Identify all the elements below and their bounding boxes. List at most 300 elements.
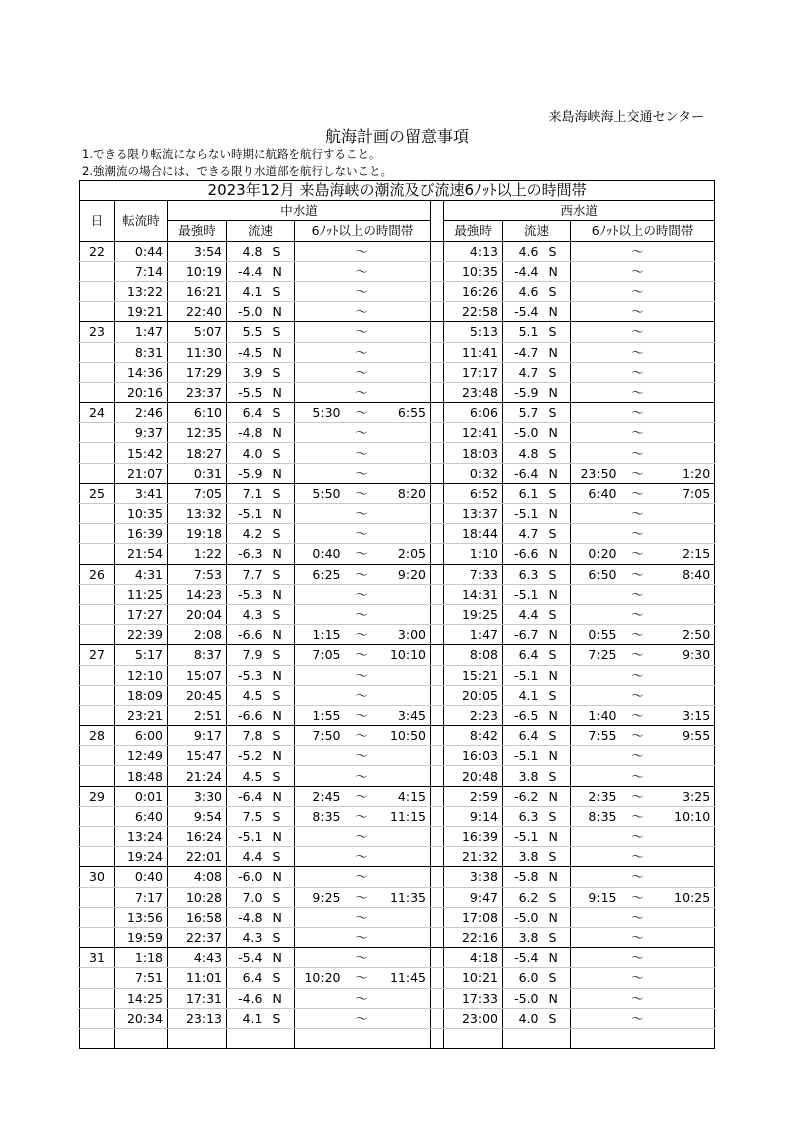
cell-w-to: 9:30 xyxy=(655,645,715,665)
cell-w-dir: S xyxy=(543,524,571,544)
gap-cell xyxy=(431,705,444,725)
cell-turn: 1:47 xyxy=(115,322,168,342)
cell-w-from xyxy=(571,746,621,766)
cell-n-dir: N xyxy=(267,382,295,402)
cell-w-from xyxy=(571,968,621,988)
cell-w-dir: N xyxy=(543,786,571,806)
col-header-nishi-six-knots: 6ﾉｯﾄ以上の時間帯 xyxy=(571,221,715,241)
table-row xyxy=(80,1008,715,1028)
cell-n-max: 12:35 xyxy=(168,423,227,443)
tilde-cell: ～ xyxy=(621,382,655,402)
cell-day xyxy=(80,887,115,907)
cell-w-max: 22:16 xyxy=(444,927,503,947)
empty-cell xyxy=(543,1028,571,1048)
cell-w-dir: S xyxy=(543,483,571,503)
table-row xyxy=(80,705,715,725)
table-row xyxy=(80,867,715,887)
table-body xyxy=(80,241,715,1049)
cell-w-dir: N xyxy=(543,504,571,524)
col-header-nishi-speed: 流速 xyxy=(503,221,571,241)
tilde-cell: ～ xyxy=(345,322,379,342)
cell-n-from xyxy=(295,827,345,847)
cell-n-to xyxy=(379,847,431,867)
cell-n-from xyxy=(295,988,345,1008)
cell-n-dir: S xyxy=(267,645,295,665)
tilde-cell: ～ xyxy=(345,564,379,584)
cell-turn: 12:10 xyxy=(115,665,168,685)
cell-turn: 7:14 xyxy=(115,261,168,281)
cell-w-from: 6:50 xyxy=(571,564,621,584)
cell-n-max: 2:08 xyxy=(168,625,227,645)
cell-w-max: 10:21 xyxy=(444,968,503,988)
cell-w-dir: S xyxy=(543,847,571,867)
cell-day xyxy=(80,362,115,382)
cell-w-dir: N xyxy=(543,544,571,564)
cell-w-max: 6:06 xyxy=(444,403,503,423)
tilde-cell: ～ xyxy=(621,968,655,988)
gap-cell xyxy=(431,281,444,301)
cell-n-from xyxy=(295,281,345,301)
cell-w-from: 0:20 xyxy=(571,544,621,564)
cell-day: 29 xyxy=(80,786,115,806)
cell-w-to xyxy=(655,302,715,322)
cell-n-spd: -5.3 xyxy=(227,584,267,604)
col-header-turn: 転流時 xyxy=(115,201,168,241)
cell-day xyxy=(80,766,115,786)
table-row xyxy=(80,645,715,665)
cell-day xyxy=(80,584,115,604)
cell-w-max: 16:03 xyxy=(444,746,503,766)
tilde-cell: ～ xyxy=(621,342,655,362)
cell-turn: 14:25 xyxy=(115,988,168,1008)
table-row xyxy=(80,806,715,826)
cell-w-spd: -5.8 xyxy=(503,867,543,887)
cell-w-max: 1:10 xyxy=(444,544,503,564)
cell-w-from xyxy=(571,665,621,685)
cell-day: 31 xyxy=(80,948,115,968)
cell-n-to xyxy=(379,665,431,685)
tilde-cell: ～ xyxy=(345,968,379,988)
cell-w-spd: -4.4 xyxy=(503,261,543,281)
cell-w-to xyxy=(655,766,715,786)
tilde-cell: ～ xyxy=(621,887,655,907)
table-row xyxy=(80,564,715,584)
cell-w-dir: S xyxy=(543,685,571,705)
tilde-cell: ～ xyxy=(621,281,655,301)
cell-w-spd: 5.7 xyxy=(503,403,543,423)
cell-w-max: 10:35 xyxy=(444,261,503,281)
cell-n-max: 18:27 xyxy=(168,443,227,463)
tilde-cell: ～ xyxy=(621,463,655,483)
cell-n-dir: N xyxy=(267,463,295,483)
cell-w-max: 5:13 xyxy=(444,322,503,342)
cell-n-to: 10:50 xyxy=(379,726,431,746)
cell-w-to xyxy=(655,665,715,685)
cell-n-spd: -6.0 xyxy=(227,867,267,887)
tilde-cell: ～ xyxy=(621,423,655,443)
tilde-cell: ～ xyxy=(621,625,655,645)
cell-n-from xyxy=(295,463,345,483)
tilde-cell: ～ xyxy=(621,988,655,1008)
cell-n-dir: S xyxy=(267,483,295,503)
gap-cell xyxy=(431,887,444,907)
cell-n-spd: -5.3 xyxy=(227,665,267,685)
cell-w-spd: -6.7 xyxy=(503,625,543,645)
cell-n-spd: 4.1 xyxy=(227,1008,267,1028)
cell-w-dir: N xyxy=(543,625,571,645)
cell-w-from xyxy=(571,504,621,524)
gap-cell xyxy=(431,907,444,927)
cell-n-to xyxy=(379,867,431,887)
cell-n-spd: 4.0 xyxy=(227,443,267,463)
cell-day xyxy=(80,806,115,826)
cell-w-max: 2:59 xyxy=(444,786,503,806)
cell-w-dir: S xyxy=(543,726,571,746)
cell-w-dir: N xyxy=(543,907,571,927)
note-2: 2.強潮流の場合には、できる限り水道部を航行しないこと。 xyxy=(82,164,392,178)
cell-turn: 17:27 xyxy=(115,604,168,624)
table-row-empty xyxy=(80,1028,715,1048)
cell-n-from xyxy=(295,746,345,766)
cell-w-to: 3:25 xyxy=(655,786,715,806)
cell-n-dir: S xyxy=(267,281,295,301)
cell-day xyxy=(80,988,115,1008)
cell-n-dir: N xyxy=(267,504,295,524)
cell-w-to: 2:50 xyxy=(655,625,715,645)
cell-w-to xyxy=(655,524,715,544)
cell-turn: 11:25 xyxy=(115,584,168,604)
tilde-cell: ～ xyxy=(621,645,655,665)
table-row xyxy=(80,887,715,907)
cell-w-max: 22:58 xyxy=(444,302,503,322)
cell-n-spd: -5.2 xyxy=(227,746,267,766)
cell-turn: 0:40 xyxy=(115,867,168,887)
table-row xyxy=(80,443,715,463)
cell-w-max: 17:33 xyxy=(444,988,503,1008)
tilde-cell: ～ xyxy=(621,665,655,685)
cell-w-spd: -6.2 xyxy=(503,786,543,806)
cell-w-to xyxy=(655,443,715,463)
table-row xyxy=(80,968,715,988)
cell-n-to xyxy=(379,604,431,624)
cell-w-from xyxy=(571,685,621,705)
tilde-cell: ～ xyxy=(621,322,655,342)
tilde-cell: ～ xyxy=(345,463,379,483)
tilde-cell: ～ xyxy=(345,362,379,382)
table-row xyxy=(80,948,715,968)
cell-w-from xyxy=(571,403,621,423)
cell-w-to xyxy=(655,362,715,382)
cell-n-from: 0:40 xyxy=(295,544,345,564)
cell-n-to: 4:15 xyxy=(379,786,431,806)
cell-w-spd: 4.6 xyxy=(503,241,543,261)
cell-w-spd: -6.6 xyxy=(503,544,543,564)
cell-w-from xyxy=(571,302,621,322)
cell-w-to xyxy=(655,322,715,342)
table-row xyxy=(80,261,715,281)
cell-w-spd: -5.0 xyxy=(503,423,543,443)
cell-w-dir: N xyxy=(543,988,571,1008)
cell-w-dir: N xyxy=(543,746,571,766)
cell-n-from: 8:35 xyxy=(295,806,345,826)
gap-cell xyxy=(431,322,444,342)
cell-n-max: 22:37 xyxy=(168,927,227,947)
cell-n-dir: S xyxy=(267,968,295,988)
cell-n-spd: 7.5 xyxy=(227,806,267,826)
cell-n-to: 11:35 xyxy=(379,887,431,907)
tilde-cell: ～ xyxy=(345,584,379,604)
cell-day: 23 xyxy=(80,322,115,342)
cell-n-max: 14:23 xyxy=(168,584,227,604)
cell-n-max: 9:17 xyxy=(168,726,227,746)
cell-n-max: 1:22 xyxy=(168,544,227,564)
tilde-cell: ～ xyxy=(621,847,655,867)
cell-w-from xyxy=(571,382,621,402)
cell-w-max: 20:48 xyxy=(444,766,503,786)
cell-w-from: 7:25 xyxy=(571,645,621,665)
cell-day xyxy=(80,423,115,443)
cell-n-from xyxy=(295,342,345,362)
cell-n-max: 10:28 xyxy=(168,887,227,907)
tilde-cell: ～ xyxy=(621,504,655,524)
cell-w-dir: S xyxy=(543,241,571,261)
cell-w-dir: S xyxy=(543,322,571,342)
cell-day: 24 xyxy=(80,403,115,423)
cell-w-dir: N xyxy=(543,867,571,887)
gap-cell xyxy=(431,443,444,463)
cell-n-dir: S xyxy=(267,726,295,746)
cell-n-max: 16:58 xyxy=(168,907,227,927)
table-row xyxy=(80,362,715,382)
cell-n-dir: N xyxy=(267,544,295,564)
cell-w-to xyxy=(655,382,715,402)
gap-cell xyxy=(431,544,444,564)
cell-w-spd: 5.1 xyxy=(503,322,543,342)
gap-cell xyxy=(431,403,444,423)
cell-n-to: 8:20 xyxy=(379,483,431,503)
tilde-cell: ～ xyxy=(621,544,655,564)
cell-n-dir: N xyxy=(267,625,295,645)
empty-cell xyxy=(80,1028,115,1048)
cell-w-spd: 6.2 xyxy=(503,887,543,907)
table-row xyxy=(80,726,715,746)
tilde-cell: ～ xyxy=(345,927,379,947)
cell-turn: 6:00 xyxy=(115,726,168,746)
cell-w-from xyxy=(571,443,621,463)
cell-n-to xyxy=(379,362,431,382)
cell-n-spd: -5.5 xyxy=(227,382,267,402)
tilde-cell: ～ xyxy=(621,806,655,826)
cell-w-spd: 4.7 xyxy=(503,362,543,382)
cell-n-dir: N xyxy=(267,665,295,685)
gap-cell xyxy=(431,261,444,281)
cell-w-max: 14:31 xyxy=(444,584,503,604)
cell-n-dir: S xyxy=(267,766,295,786)
table-title: 2023年12月 来島海峡の潮流及び流速6ﾉｯﾄ以上の時間帯 xyxy=(80,181,715,201)
tilde-cell: ～ xyxy=(621,766,655,786)
cell-w-max: 20:05 xyxy=(444,685,503,705)
col-header-naka-speed: 流速 xyxy=(227,221,295,241)
tilde-cell: ～ xyxy=(345,382,379,402)
cell-w-from: 2:35 xyxy=(571,786,621,806)
gap-cell xyxy=(431,342,444,362)
cell-n-spd: 4.1 xyxy=(227,281,267,301)
cell-w-max: 23:48 xyxy=(444,382,503,402)
cell-n-spd: 6.4 xyxy=(227,968,267,988)
cell-w-to xyxy=(655,968,715,988)
cell-w-spd: 3.8 xyxy=(503,847,543,867)
cell-n-from xyxy=(295,766,345,786)
tilde-cell: ～ xyxy=(621,746,655,766)
gap-cell xyxy=(431,948,444,968)
cell-n-from xyxy=(295,423,345,443)
cell-n-from xyxy=(295,907,345,927)
cell-w-to xyxy=(655,504,715,524)
cell-w-max: 0:32 xyxy=(444,463,503,483)
cell-w-max: 17:08 xyxy=(444,907,503,927)
cell-n-spd: -4.6 xyxy=(227,988,267,1008)
cell-turn: 18:48 xyxy=(115,766,168,786)
cell-day: 26 xyxy=(80,564,115,584)
cell-n-max: 7:53 xyxy=(168,564,227,584)
cell-n-max: 0:31 xyxy=(168,463,227,483)
page-title: 航海計画の留意事項 xyxy=(324,127,469,146)
cell-n-dir: S xyxy=(267,564,295,584)
cell-n-max: 20:04 xyxy=(168,604,227,624)
cell-n-max: 11:30 xyxy=(168,342,227,362)
tilde-cell: ～ xyxy=(345,302,379,322)
cell-w-max: 15:21 xyxy=(444,665,503,685)
cell-turn: 14:36 xyxy=(115,362,168,382)
cell-n-spd: 7.1 xyxy=(227,483,267,503)
tilde-cell: ～ xyxy=(621,483,655,503)
cell-w-max: 7:33 xyxy=(444,564,503,584)
cell-turn: 2:46 xyxy=(115,403,168,423)
cell-w-to: 9:55 xyxy=(655,726,715,746)
cell-day xyxy=(80,705,115,725)
cell-w-spd: -5.1 xyxy=(503,827,543,847)
tilde-cell: ～ xyxy=(621,302,655,322)
cell-n-from: 2:45 xyxy=(295,786,345,806)
cell-n-from xyxy=(295,362,345,382)
cell-n-dir: N xyxy=(267,584,295,604)
cell-n-max: 2:51 xyxy=(168,705,227,725)
cell-w-dir: S xyxy=(543,604,571,624)
cell-n-from xyxy=(295,1008,345,1028)
cell-n-spd: 4.5 xyxy=(227,685,267,705)
gap-cell xyxy=(431,927,444,947)
cell-n-to xyxy=(379,827,431,847)
cell-w-max: 16:39 xyxy=(444,827,503,847)
cell-n-dir: N xyxy=(267,261,295,281)
cell-day xyxy=(80,463,115,483)
gap-cell xyxy=(431,463,444,483)
cell-n-spd: 3.9 xyxy=(227,362,267,382)
tilde-cell: ～ xyxy=(345,645,379,665)
cell-w-from xyxy=(571,342,621,362)
cell-n-dir: N xyxy=(267,302,295,322)
cell-w-spd: 6.1 xyxy=(503,483,543,503)
cell-w-spd: 4.7 xyxy=(503,524,543,544)
cell-n-dir: N xyxy=(267,342,295,362)
cell-w-dir: S xyxy=(543,362,571,382)
cell-w-from xyxy=(571,867,621,887)
cell-n-to xyxy=(379,1008,431,1028)
cell-turn: 6:40 xyxy=(115,806,168,826)
cell-n-from xyxy=(295,665,345,685)
tilde-cell: ～ xyxy=(621,261,655,281)
cell-w-spd: 6.0 xyxy=(503,968,543,988)
empty-cell xyxy=(295,1028,345,1048)
empty-cell xyxy=(431,1028,444,1048)
tilde-cell: ～ xyxy=(621,827,655,847)
cell-turn: 22:39 xyxy=(115,625,168,645)
cell-w-max: 21:32 xyxy=(444,847,503,867)
cell-w-spd: -5.9 xyxy=(503,382,543,402)
cell-day: 22 xyxy=(80,241,115,261)
table-row xyxy=(80,382,715,402)
tilde-cell: ～ xyxy=(345,867,379,887)
tilde-cell: ～ xyxy=(345,342,379,362)
cell-n-from: 10:20 xyxy=(295,968,345,988)
group-gap xyxy=(431,201,444,241)
cell-n-dir: S xyxy=(267,1008,295,1028)
gap-cell xyxy=(431,302,444,322)
cell-turn: 13:22 xyxy=(115,281,168,301)
tilde-cell: ～ xyxy=(621,241,655,261)
cell-w-dir: S xyxy=(543,281,571,301)
cell-w-to xyxy=(655,1008,715,1028)
cell-n-max: 16:21 xyxy=(168,281,227,301)
table-row xyxy=(80,665,715,685)
cell-w-spd: -6.4 xyxy=(503,463,543,483)
cell-n-dir: N xyxy=(267,786,295,806)
cell-w-to xyxy=(655,403,715,423)
cell-n-spd: 7.9 xyxy=(227,645,267,665)
cell-n-spd: 7.8 xyxy=(227,726,267,746)
tilde-cell: ～ xyxy=(345,665,379,685)
cell-n-to xyxy=(379,382,431,402)
cell-w-dir: N xyxy=(543,584,571,604)
cell-n-spd: 5.5 xyxy=(227,322,267,342)
cell-n-max: 8:37 xyxy=(168,645,227,665)
cell-w-from xyxy=(571,261,621,281)
cell-w-from xyxy=(571,423,621,443)
cell-n-spd: -4.4 xyxy=(227,261,267,281)
cell-w-from xyxy=(571,524,621,544)
cell-w-spd: -5.4 xyxy=(503,302,543,322)
gap-cell xyxy=(431,584,444,604)
tilde-cell: ～ xyxy=(345,887,379,907)
cell-n-dir: N xyxy=(267,423,295,443)
cell-w-max: 9:14 xyxy=(444,806,503,826)
cell-day xyxy=(80,968,115,988)
cell-w-max: 17:17 xyxy=(444,362,503,382)
empty-cell xyxy=(571,1028,621,1048)
cell-turn: 20:16 xyxy=(115,382,168,402)
gap-cell xyxy=(431,988,444,1008)
cell-n-spd: -5.1 xyxy=(227,827,267,847)
cell-n-from xyxy=(295,604,345,624)
cell-n-from: 7:50 xyxy=(295,726,345,746)
cell-w-max: 23:00 xyxy=(444,1008,503,1028)
gap-cell xyxy=(431,625,444,645)
organization-name: 来島海峡海上交通センター xyxy=(548,110,704,125)
cell-turn: 10:35 xyxy=(115,504,168,524)
cell-n-max: 20:45 xyxy=(168,685,227,705)
cell-w-dir: N xyxy=(543,948,571,968)
table-row xyxy=(80,604,715,624)
